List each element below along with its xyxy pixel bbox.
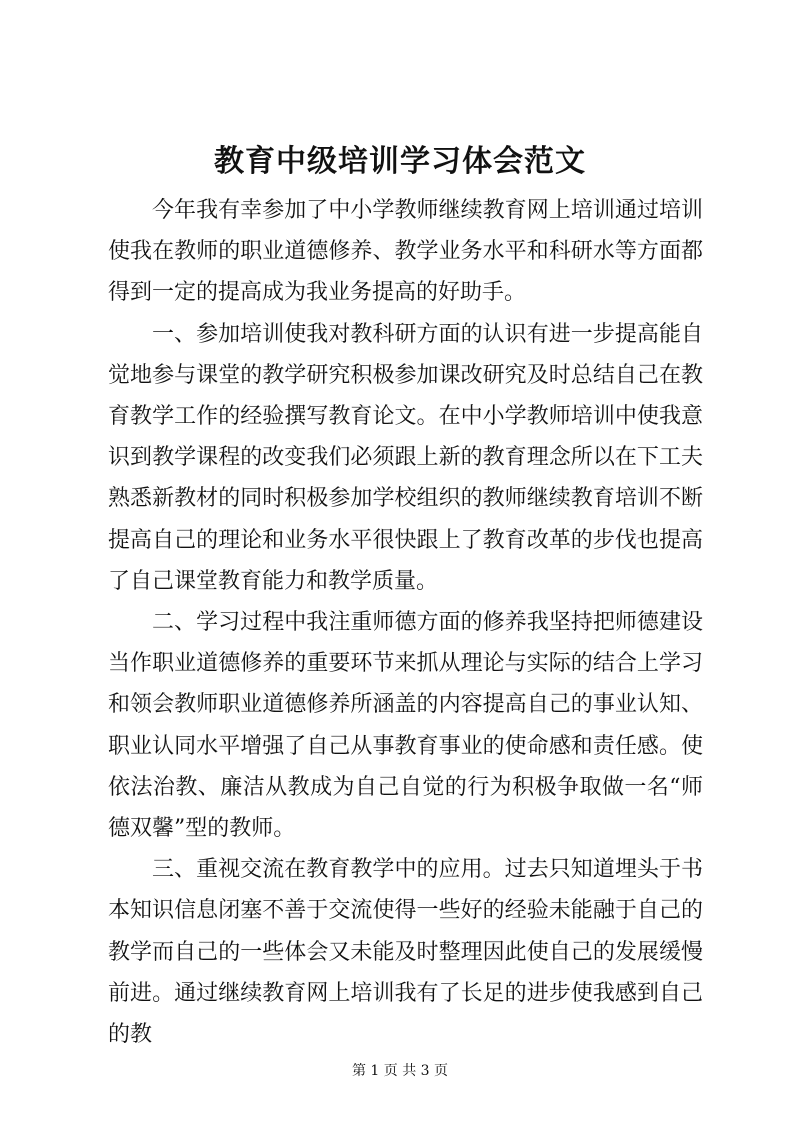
page-number-footer: 第 1 页 共 3 页: [351, 1063, 449, 1079]
paragraph-intro: 今年我有幸参加了中小学教师继续教育网上培训通过培训使我在教师的职业道德修养、教学业务水平和科研水等方面都得到一定的提高成为我业务提高的好助手。: [108, 198, 703, 306]
paragraph-section-three: 三、重视交流在教育教学中的应用。过去只知道埋头于书本知识信息闭塞不善于交流使得一些好的经验未能融于自己的教学而自己的一些体会又未能及时整理因此使自己的发展缓慢前进。通过继续教育网上培训我有了长足的进步使我感到自己的教: [108, 857, 703, 1048]
document-body: [108, 190, 703, 1055]
document-title: 教育中级培训学习体会范文: [214, 144, 586, 179]
paragraph-section-one: 一、参加培训使我对教科研方面的认识有进一步提高能自觉地参与课堂的教学研究积极参加课改研究及时总结自己在教育教学工作的经验撰写教育论文。在中小学教师培训中使我意识到教学课程的改变我们必须跟上新的教育理念所以在下工夫熟悉新教材的同时积极参加学校组织的教师继续教育培训不断提高自己的理论和业务水平很快跟上了教育改革的步伐也提高了自己课堂教育能力和教学质量。: [108, 321, 703, 594]
paragraph-section-two: 二、学习过程中我注重师德方面的修养我坚持把师德建设当作职业道德修养的重要环节来抓从理论与实际的结合上学习和领会教师职业道德修养所涵盖的内容提高自己的事业认知、职业认同水平增强了自己从事教育事业的使命感和责任感。使依法治教、廉洁从教成为自己自觉的行为积极争取做一名“师德双馨”型的教师。: [108, 610, 703, 842]
